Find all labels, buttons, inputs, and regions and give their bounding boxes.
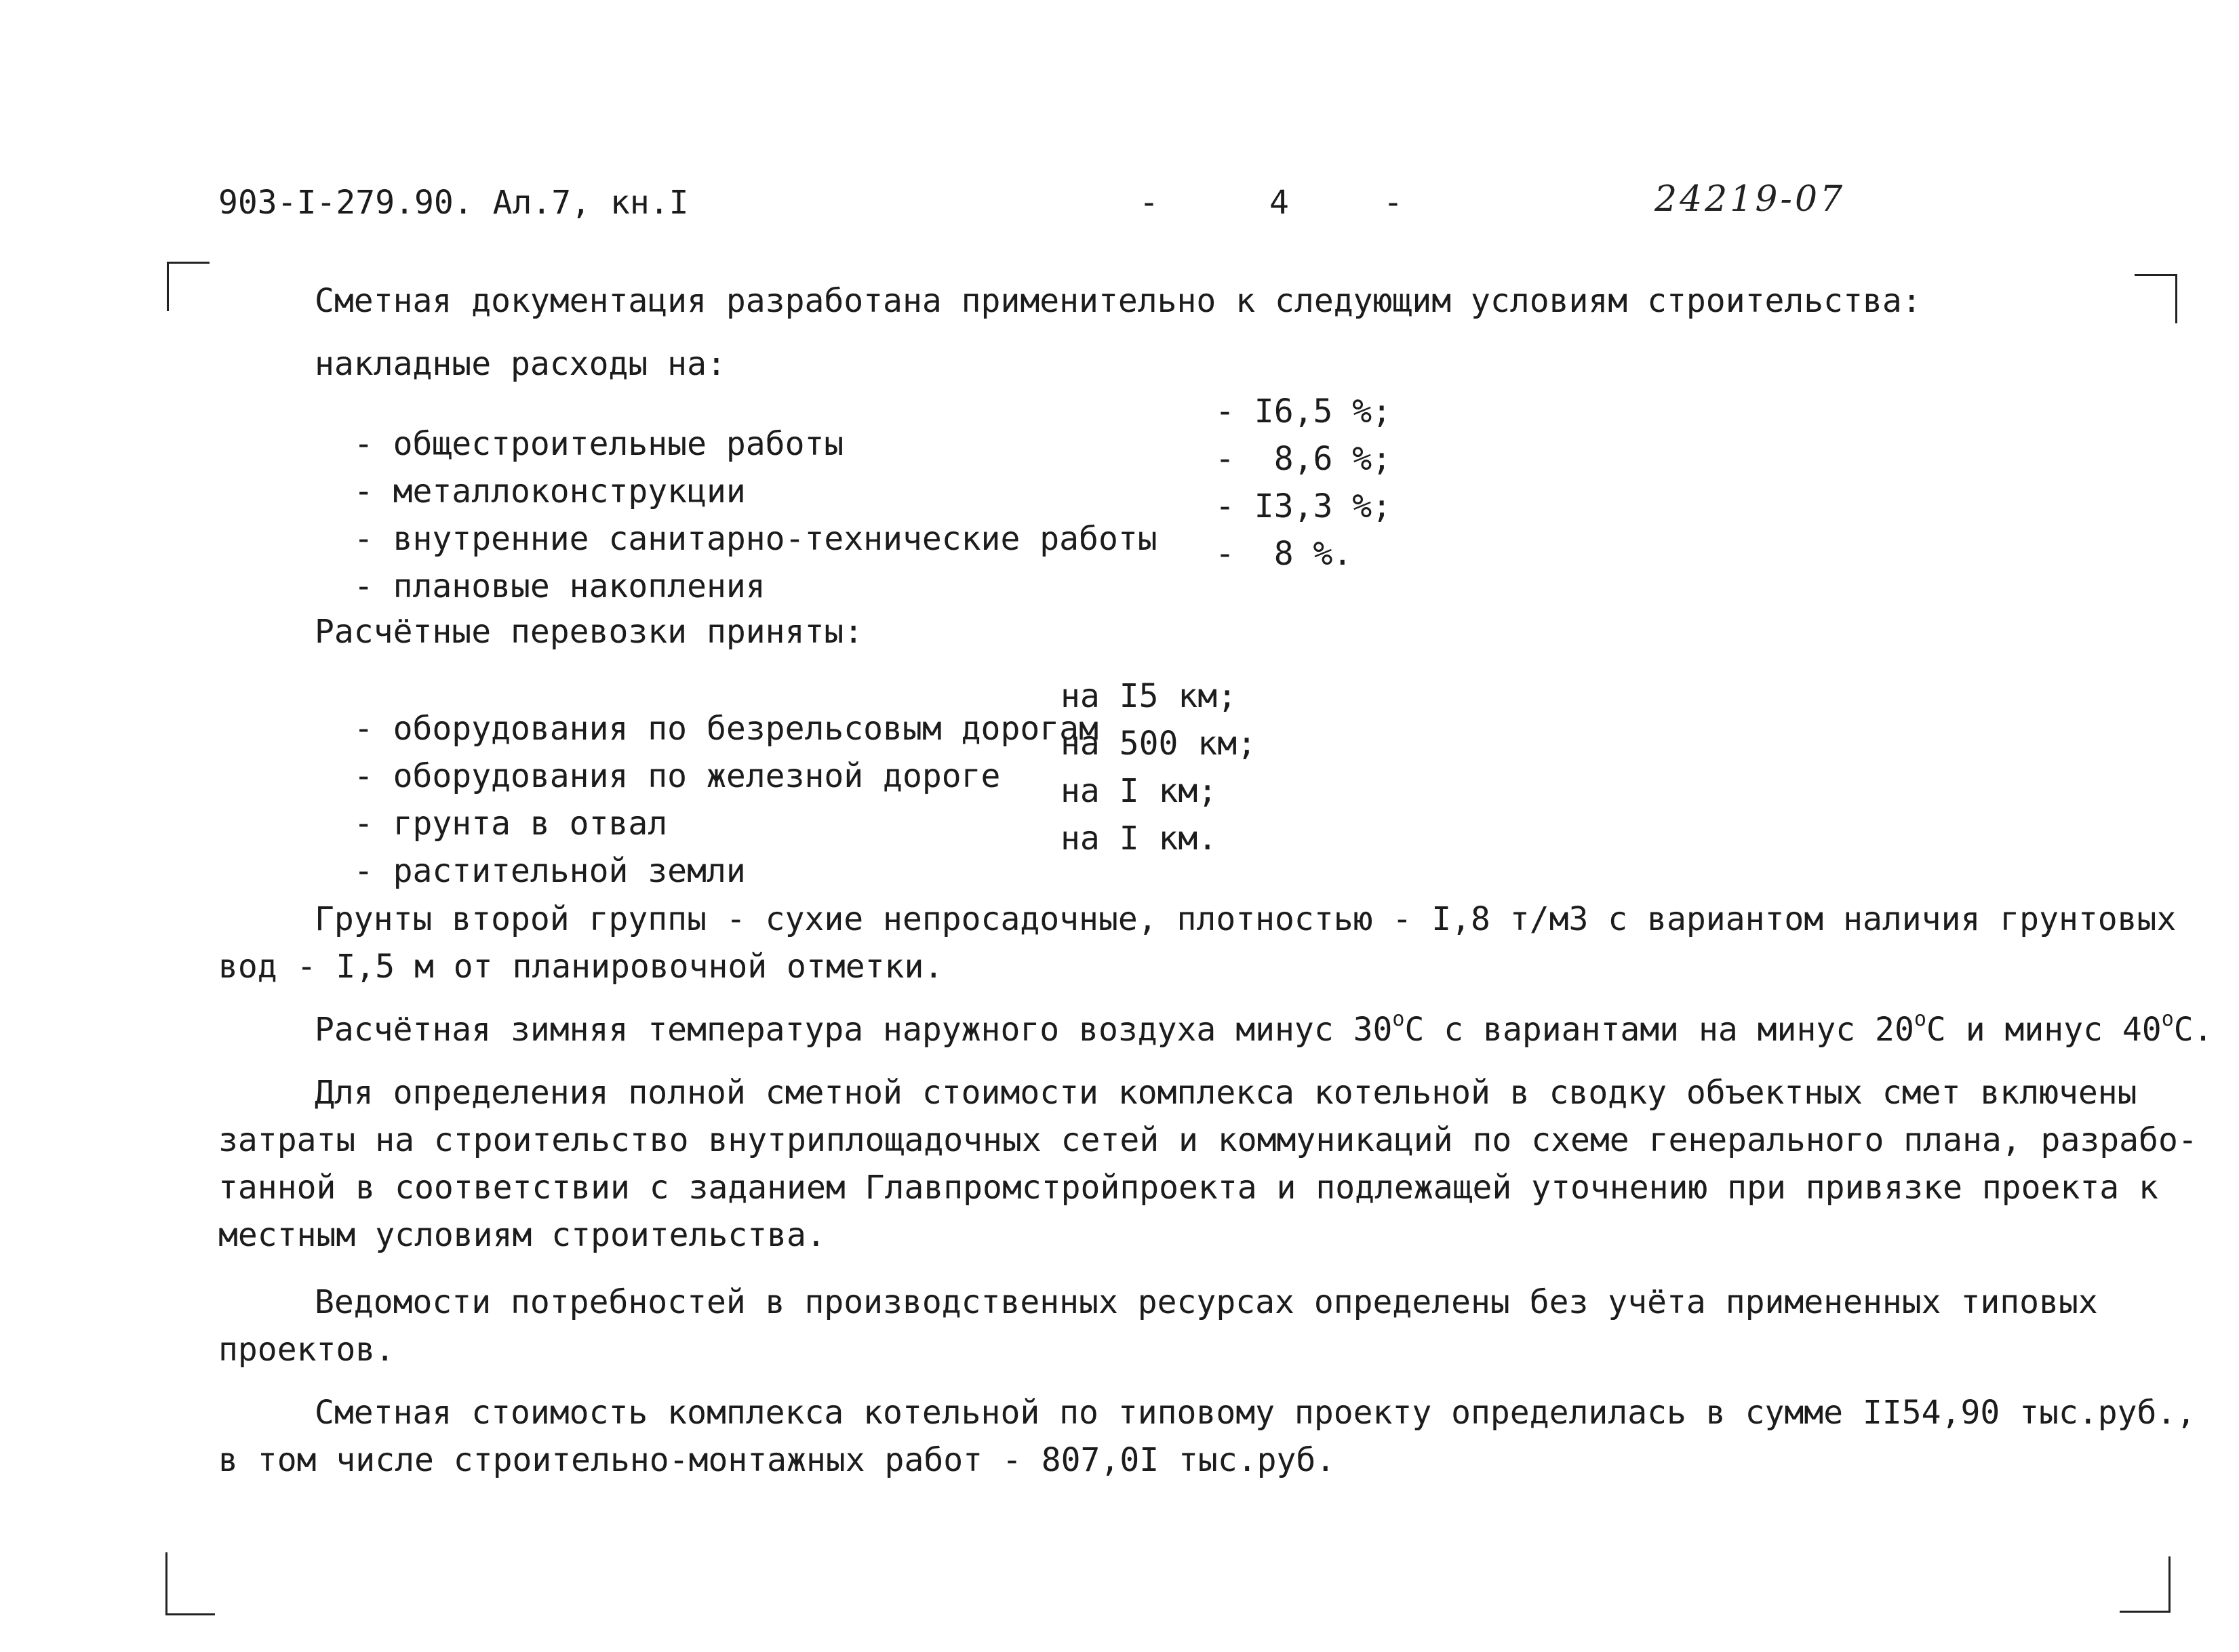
overhead-item-label: - общестроительные работы [353,425,844,463]
overhead-item-label: - внутренние санитарно-технические работы [353,520,1157,558]
transport-item-label: - грунта в отвал [353,805,668,843]
transport-item-value: на I км; [1061,772,1218,810]
temperature-text-4: С. [2173,1011,2213,1049]
temperature-paragraph [315,1007,2213,1049]
cost-paragraph-line-2: в том числе строительно-монтажных работ - 807,0I тыс.руб. [218,1441,1336,1479]
transport-item-label: - оборудования по безрельсовым дорогам [353,710,1098,748]
networks-paragraph-line-2: затраты на строительство внутриплощадочных сетей и коммуникаций по схеме генерального плана, разрабо- [218,1121,2198,1159]
frame-corner-bottom-left [165,1552,215,1615]
document-code: 903-I-279.90. Ал.7, кн.I [218,184,689,222]
soil-paragraph-line-1: Грунты второй группы - сухие непросадочные, плотностью - I,8 т/м3 с вариантом наличия грунтовых [315,900,2177,938]
transport-item-label: - растительной земли [353,852,746,890]
temperature-text-1: Расчётная зимняя температура наружного воздуха минус 30 [315,1011,1393,1049]
degree-mark: о [1392,1007,1405,1031]
transport-title: Расчётные перевозки приняты: [315,613,864,651]
transport-item-label: - оборудования по железной дороге [353,757,1001,795]
overhead-item-value: - 8,6 %; [1215,440,1392,478]
intro-paragraph: Сметная документация разработана применительно к следующим условиям строительства: [315,282,1922,320]
page-number-dash-left: - [1139,184,1159,222]
degree-mark: о [1914,1007,1926,1031]
networks-paragraph-line-1: Для определения полной сметной стоимости комплекса котельной в сводку объектных смет включены [315,1074,2137,1112]
temperature-text-2: С с вариантами на минус 20 [1404,1011,1914,1049]
frame-corner-top-left [167,262,210,311]
degree-mark: о [2161,1007,2174,1031]
overhead-item-value: - I3,3 %; [1215,487,1392,525]
cost-paragraph-line-1: Сметная стоимость комплекса котельной по типовому проекту определилась в сумме II54,90 тыс.руб., [315,1394,2196,1432]
page-number: 4 [1269,184,1289,222]
overhead-item-value: - 8 %. [1215,535,1353,573]
overhead-item-label: - металлоконструкции [353,472,746,510]
transport-item-value: на 500 км; [1061,725,1256,763]
handwritten-inventory-number: 24219-07 [1655,179,1846,220]
overhead-title: накладные расходы на: [315,345,726,383]
resources-paragraph-line-1: Ведомости потребностей в производственных ресурсах определены без учёта примененных типовых [315,1283,2098,1321]
networks-paragraph-line-4: местным условиям строительства. [218,1216,826,1254]
frame-corner-bottom-right [2120,1556,2171,1613]
resources-paragraph-line-2: проектов. [218,1331,395,1369]
overhead-item-value: - I6,5 %; [1215,392,1392,430]
frame-corner-top-right [2135,274,2177,323]
temperature-text-3: С и минус 40 [1926,1011,2162,1049]
page-number-dash-right: - [1383,184,1403,222]
networks-paragraph-line-3: танной в соответствии с заданием Главпромстройпроекта и подлежащей уточнению при привязке проекта к [218,1169,2158,1207]
transport-item-value: на I км. [1061,820,1218,858]
overhead-item-label: - плановые накопления [353,567,766,605]
transport-item-value: на I5 км; [1061,677,1237,715]
soil-paragraph-line-2: вод - I,5 м от планировочной отметки. [218,948,944,986]
